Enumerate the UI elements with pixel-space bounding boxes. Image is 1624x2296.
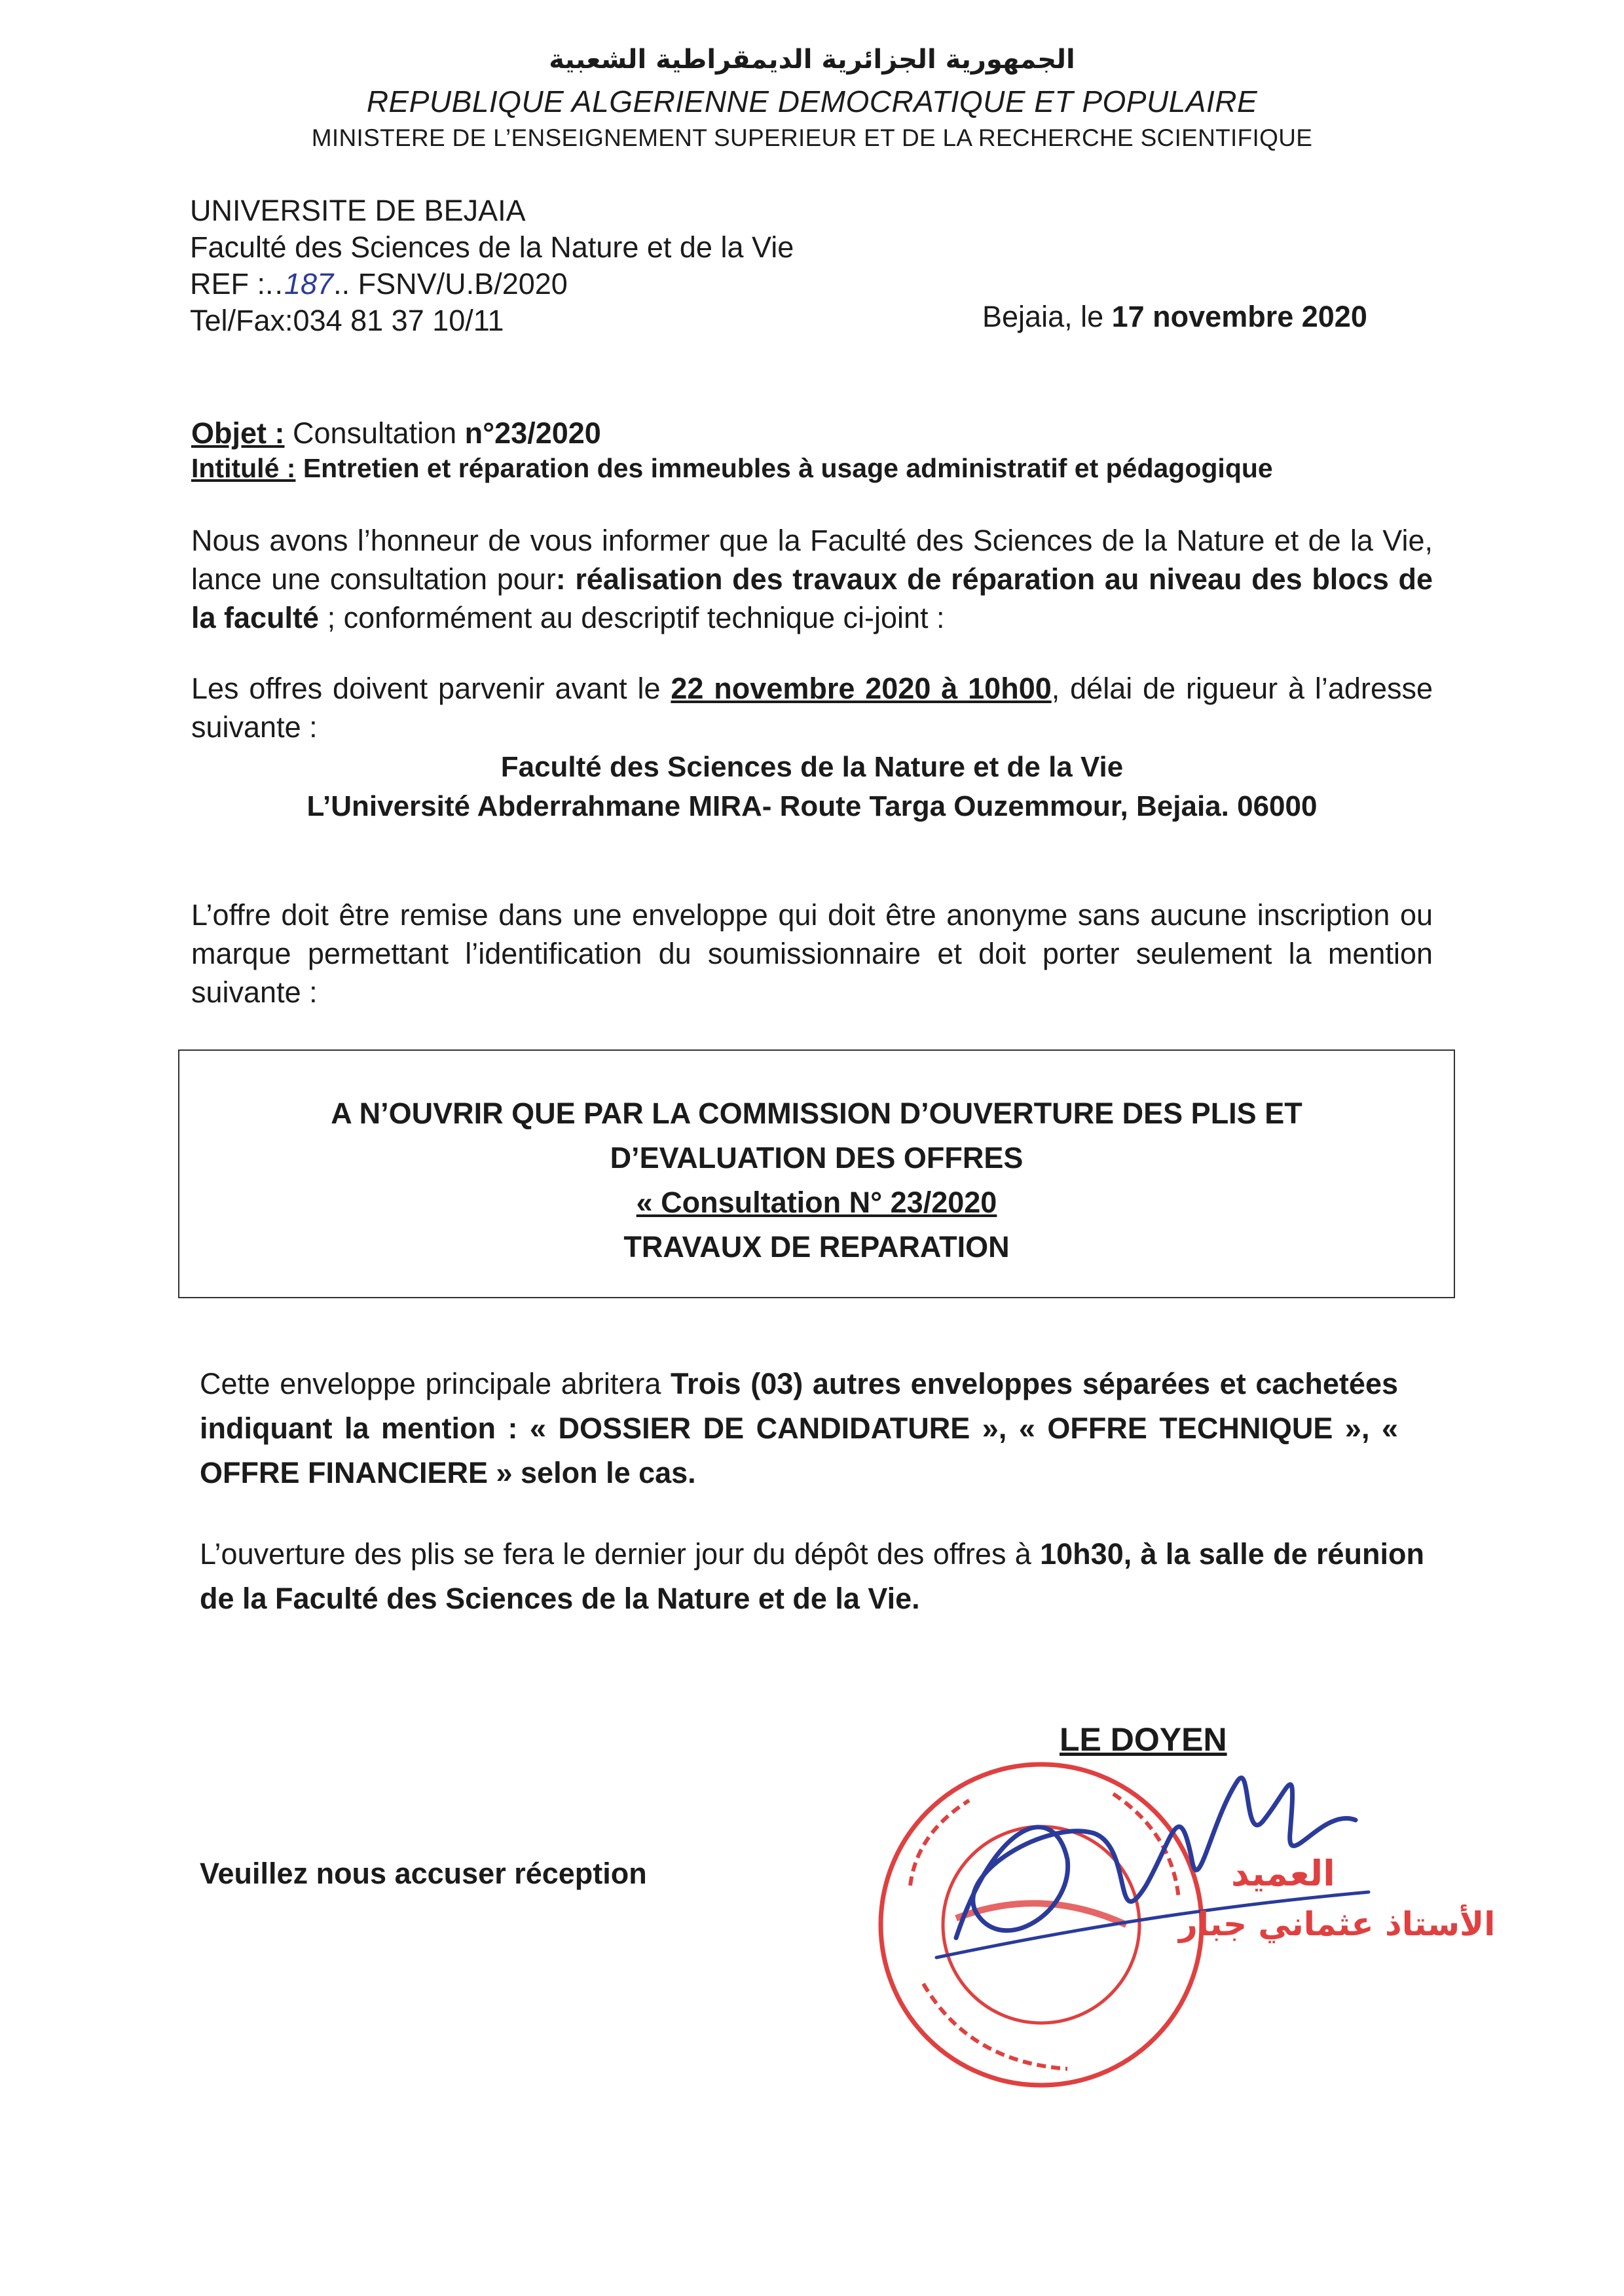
ref-label: REF : (190, 267, 266, 301)
p2-text: Les offres doivent parvenir avant le (191, 672, 671, 705)
box-line-4: TRAVAUX DE REPARATION (623, 1230, 1010, 1264)
date-value: 17 novembre 2020 (1111, 300, 1367, 333)
objet-line (191, 416, 601, 450)
acknowledgement-request: Veuillez nous accuser réception (200, 1857, 647, 1890)
paragraph-deadline (191, 669, 1433, 746)
p2-deadline: 22 novembre 2020 à 10h00 (671, 672, 1052, 705)
intitule-label: Intitulé : (191, 453, 296, 483)
p4-bold: Trois (03) autres enveloppes séparées et cachetées indiquant la mention : « DOSSIER DE CANDIDATURE », « OFFRE TECHNIQUE », « OFFRE FINANCIERE » selon le cas. (200, 1367, 1398, 1489)
address-line-1: Faculté des Sciences de la Nature et de la Vie (500, 751, 1124, 783)
box-line-1: A N’OUVRIR QUE PAR LA COMMISSION D’OUVERTURE DES PLIS ET (331, 1097, 1302, 1130)
p4-text: Cette enveloppe principale abritera (200, 1367, 671, 1400)
paragraph-intro (191, 521, 1433, 637)
signatory-title: LE DOYEN (1060, 1721, 1227, 1758)
arabic-signatory-name: الأستاذ عثماني جبار (1179, 1905, 1496, 1943)
p1-end: ; conformément au descriptif technique ci-joint : (319, 601, 945, 634)
box-line-2: D’EVALUATION DES OFFRES (610, 1141, 1024, 1175)
sender-block (190, 192, 794, 339)
p1-text: Nous avons l’honneur de vous informer que la Faculté des Sciences de la Nature et de la Vie, lance une consultation pour (191, 524, 1433, 596)
telfax: Tel/Fax:034 81 37 10/11 (190, 304, 504, 337)
ref-number: 187 (284, 267, 334, 301)
ministry-heading: MINISTERE DE L’ENSEIGNEMENT SUPERIEUR ET DE LA RECHERCHE SCIENTIFIQUE (311, 124, 1313, 151)
p2-end: , délai de rigueur à l’adresse suivante : (191, 672, 1433, 744)
objet-text: Consultation (284, 416, 465, 450)
arabic-republic-heading: الجمهورية الجزائرية الديمقراطية الشعبية (549, 45, 1075, 75)
paragraph-sub-envelopes (200, 1362, 1398, 1495)
intitule-line (191, 453, 1273, 484)
republic-heading: REPUBLIQUE ALGERIENNE DEMOCRATIQUE ET POPULAIRE (366, 84, 1258, 118)
paragraph-envelope: L’offre doit être remise dans une enveloppe qui doit être anonyme sans aucune inscription ou marque permettant l’identification du soumissionnaire et doit porter seulement la mention suivante : (191, 898, 1433, 1009)
university-name: UNIVERSITE DE BEJAIA (190, 194, 526, 227)
objet-label: Objet : (191, 416, 285, 450)
p5-bold: 10h30, à la salle de réunion de la Faculté des Sciences de la Nature et de la Vie. (200, 1537, 1424, 1615)
date-prefix: Bejaia, le (982, 300, 1112, 333)
paragraph-opening (200, 1532, 1424, 1621)
ref-suffix: FSNV/U.B/2020 (358, 267, 568, 301)
reference-line: REF :..187.. FSNV/U.B/2020 (190, 267, 568, 301)
faculty-name: Faculté des Sciences de la Nature et de la Vie (190, 230, 794, 264)
objet-number: n°23/2020 (464, 416, 601, 450)
p1-bold: : réalisation des travaux de réparation au niveau des blocs de la faculté (191, 562, 1433, 634)
p5-text: L’ouverture des plis se fera le dernier jour du dépôt des offres à (200, 1537, 1041, 1571)
address-line-2: L’Université Abderrahmane MIRA- Route Targa Ouzemmour, Bejaia. 06000 (306, 790, 1318, 822)
envelope-mention-box (178, 1049, 1455, 1298)
date-line (982, 300, 1367, 334)
arabic-signatory-title: العميد (1231, 1853, 1335, 1894)
intitule-text: Entretien et réparation des immeubles à usage administratif et pédagogique (295, 453, 1273, 483)
delivery-address (0, 748, 1624, 826)
box-line-3: « Consultation N° 23/2020 (636, 1186, 997, 1219)
